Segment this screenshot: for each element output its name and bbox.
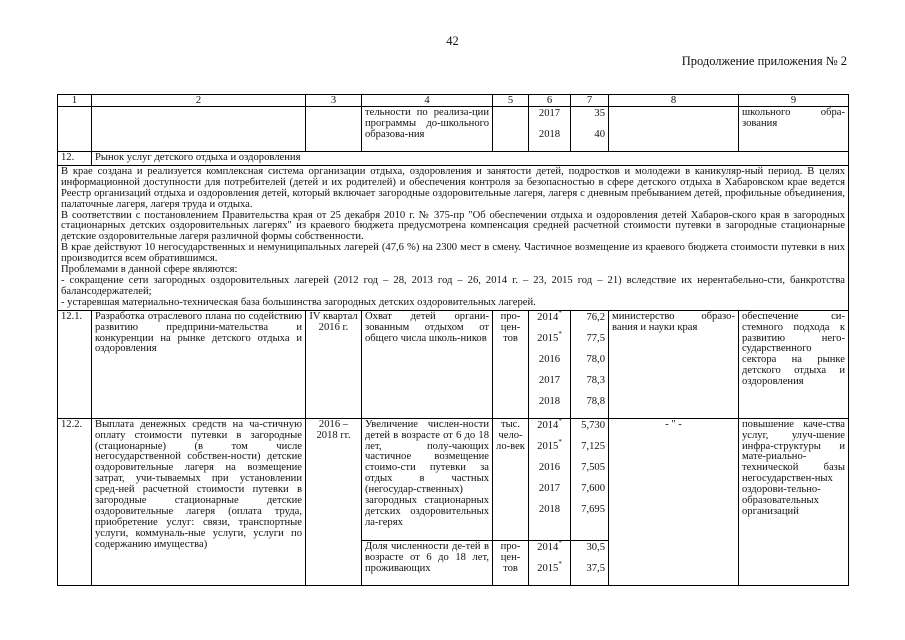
description-paragraph: В соответствии с постановлением Правительства края от 25 декабря 2010 г. № 375-пр "Об обеспечении отдыха и оздоровления детей Хабаров-ского края в загородных стационарных детских оздоровительных лагерях" из краевого бюджета предусмотрена компенсация средней расчетной стоимости путевки в загородные стационарные детские оздоровительные лагеря различной формы собственности. (61, 209, 845, 243)
column-number: 8 (609, 95, 739, 107)
measure-cell: Выплата денежных средств на ча-стичную оплату стоимости путевки в загородные (стационарные) (в том числе негосударственной собствен-ности) детские оздоровительные лагеря на возмещение затрат, учи-тываемых при установлении сред-ней расчетной стоимости путевки в загородные стационарные детские оздоровительные лагеря (оплата труда, приобретение услуг: связи, транспортные услуги, коммуналь-ные услуги, услуги по содержанию имущества) (92, 418, 306, 585)
value-cell: 5,730 7,125 7,505 7,600 7,695 (571, 418, 609, 540)
column-number: 5 (493, 95, 529, 107)
deadline-cell: IV квартал 2016 г. (306, 310, 362, 418)
value-cell: 30,5 37,5 (571, 540, 609, 585)
year-cell: 2017 2018 (529, 107, 571, 152)
column-number: 9 (739, 95, 849, 107)
section-number: 12. (58, 152, 92, 166)
footnote-mark: * (558, 538, 562, 547)
executor-cell: - " - (609, 418, 739, 585)
footnote-mark: * (558, 308, 562, 317)
column-number-row (58, 95, 849, 107)
year-cell: 2014* 2015* 2016 2017 2018 (529, 310, 571, 418)
indicator-cell: Охват детей органи-зованным отдыхом от общего числа школь-ников (362, 310, 493, 418)
section-description-row (58, 165, 849, 310)
section-description (58, 165, 849, 310)
footnote-mark: * (558, 559, 562, 568)
table-row-12-1 (58, 310, 849, 418)
footnote-mark: * (558, 416, 562, 425)
result-cell: школьного обра-зования (739, 107, 849, 152)
executor-cell: министерство образо-вания и науки края (609, 310, 739, 418)
column-number: 4 (362, 95, 493, 107)
indicator-cell: Увеличение числен-ности детей в возрасте от 6 до 18 лет, полу-чающих частичное возмещение стоимо-сти путевки за отдых в частных (негосудар-ственных) загородных стационарных детских оздоровительных ла-герях (362, 418, 493, 540)
page-number: 42 (446, 34, 459, 48)
indicator-cell: тельности по реализа-ции программы до-школьного образова-ния (362, 107, 493, 152)
unit-cell: про-цен-тов (493, 310, 529, 418)
year-cell: 2014* 2015* (529, 540, 571, 585)
indicator-cell: Доля численности де-тей в возрасте от 6 до 18 лет, проживающих (362, 540, 493, 585)
table-row-continuation (58, 107, 849, 152)
measure-cell: Разработка отраслевого плана по содействию развитию предприни-мательства и конкуренции на рынке детского отдыха и оздоровления (92, 310, 306, 418)
row-number: 12.1. (58, 310, 92, 418)
footnote-mark: * (558, 437, 562, 446)
year-cell: 2014* 2015* 2016 2017 2018 (529, 418, 571, 540)
column-number: 2 (92, 95, 306, 107)
footnote-mark: * (558, 329, 562, 338)
deadline-cell: 2016 – 2018 гг. (306, 418, 362, 585)
unit-cell: про-цен-тов (493, 540, 529, 585)
value-cell: 76,2 77,5 78,0 78,3 78,8 (571, 310, 609, 418)
unit-cell: тыс. чело-ло-век (493, 418, 529, 540)
value-cell: 35 40 (571, 107, 609, 152)
result-cell: повышение каче-ства услуг, улуч-шение инфра-структуры и мате-риально-технической базы негосударствен-ных оздорови-тельно-образовательных организаций (739, 418, 849, 585)
description-paragraph: В крае действуют 10 негосударственных и немуниципальных лагерей (47,6 %) на 2300 мест в смену. Частичное возмещение из краевого бюджета стоимости путевки в них производится всем обратившимся. (61, 242, 845, 265)
column-number: 1 (58, 95, 92, 107)
row-number: 12.2. (58, 418, 92, 585)
description-paragraph: - сокращение сети загородных оздоровительных лагерей (2012 год – 28, 2013 год – 26, 2014 г. – 23, 2015 год – 21) вследствие их нерентабельно-сти, банкротства балансодержателей; (61, 274, 845, 297)
description-paragraph: Проблемами в данной сфере являются: (61, 264, 238, 276)
column-number: 3 (306, 95, 362, 107)
appendix-table (57, 94, 849, 586)
section-heading-row (58, 152, 849, 166)
description-paragraph: В крае создана и реализуется комплексная система организации отдыха, оздоровления и занятости детей, подростков и молодежи в каникуляр-ный период. В целях информационной доступности для потребителей (детей и их родителей) и обеспечения контроля за безопасностью в сфере детского отдыха в Хабаровском крае ведется Реестр организаций отдыха и оздоровления детей, который включает загородные оздоровительные лагеря, лагеря с дневным пребыванием детей, профильные объединения, палаточные лагеря, лагеря труда и отдыха. (61, 165, 845, 210)
result-cell: обеспечение си-стемного подхода к развитию него-сударственного сектора на рынке детского отдыха и оздоровления (739, 310, 849, 418)
column-number: 6 (529, 95, 571, 107)
table-row-12-2 (58, 418, 849, 540)
appendix-continuation-label: Продолжение приложения № 2 (681, 54, 847, 68)
description-paragraph: - устаревшая материально-техническая база большинства загородных детских оздоровительных лагерей. (61, 296, 536, 308)
column-number: 7 (571, 95, 609, 107)
section-title: Рынок услуг детского отдыха и оздоровления (92, 152, 849, 166)
